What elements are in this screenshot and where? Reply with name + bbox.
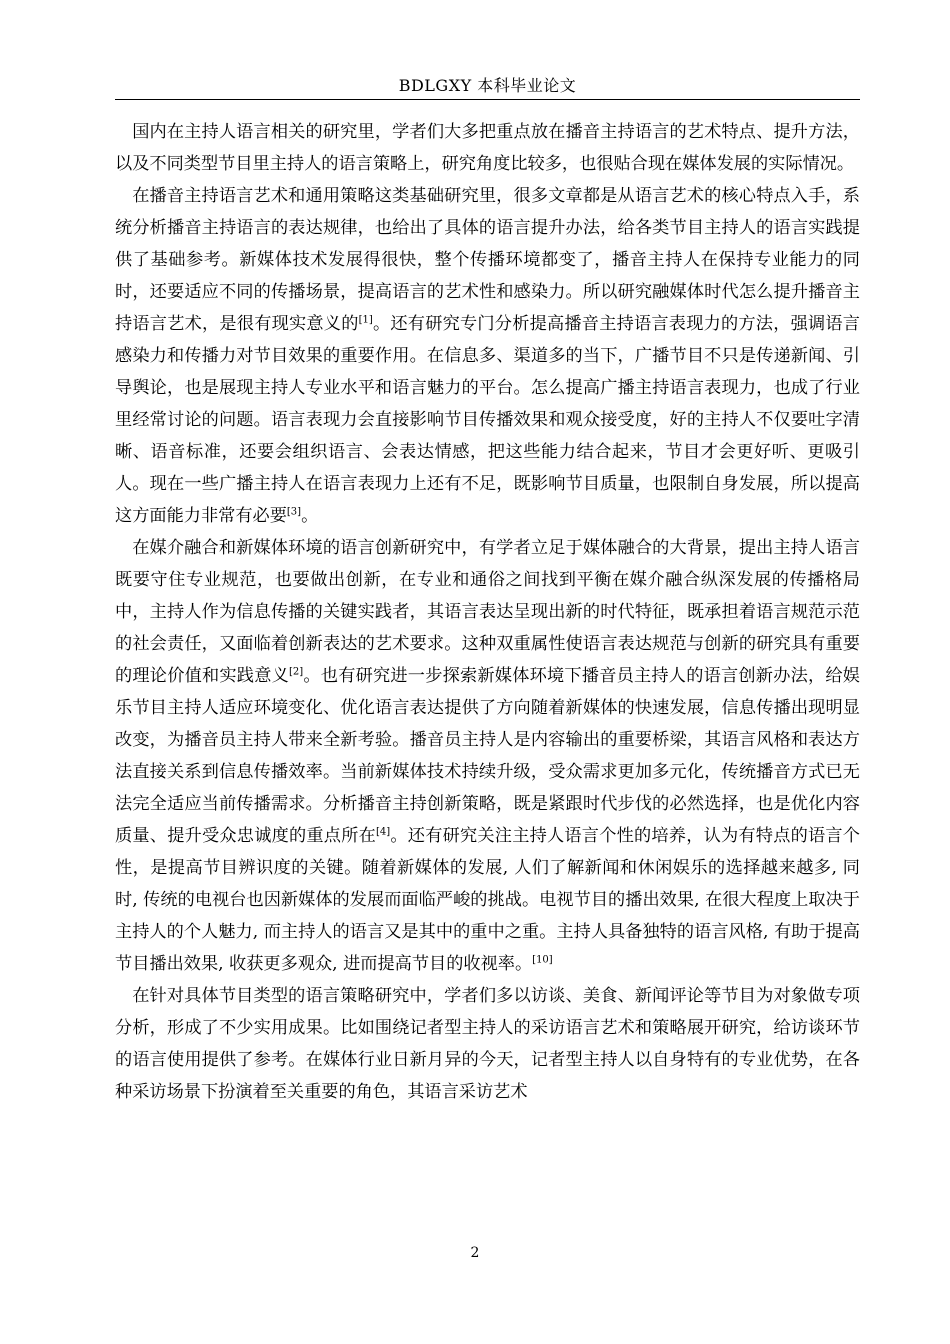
paragraph-text: 。还有研究关注主持人语言个性的培养，认为有特点的语言个性，是提高节目辨识度的关键。随着新媒体的发展, 人们了解新闻和休闲娱乐的选择越来越多, 同时, 传统的电视台也因新媒体的发展而面临严峻的挑战。电视节目的播出效果, 在很大程度上取决于主持人的个人魅力, 而主持人的语言又是其中的重中之重。主持人具备独特的语言风格, 有助于提高节目播出效果, 收获更多观众, 进而提高节目的收视率。 <box>115 826 860 974</box>
page-number: 2 <box>470 1245 480 1261</box>
paragraph <box>115 180 860 532</box>
paragraph-text: 。还有研究专门分析提高播音主持语言表现力的方法，强调语言感染力和传播力对节目效果的重要作用。在信息多、渠道多的当下，广播节目不只是传递新闻、引导舆论，也是展现主持人专业水平和语言魅力的平台。怎么提高广播主持语言表现力，也成了行业里经常讨论的问题。语言表现力会直接影响节目传播效果和观众接受度，好的主持人不仅要吐字清晰、语音标准，还要会组织语言、会表达情感，把这些能力结合起来，节目才会更好听、更吸引人。现在一些广播主持人在语言表现力上还有不足，既影响节目质量，也限制自身发展，所以提高这方面能力非常有必要 <box>115 314 860 526</box>
paragraph <box>115 980 860 1108</box>
citation-marker: [1] <box>358 314 373 326</box>
paragraph-text: 。 <box>301 506 319 526</box>
citation-marker: [2] <box>289 666 304 678</box>
header-rule <box>115 99 860 100</box>
citation-marker: [3] <box>286 506 302 518</box>
citation-marker: [10] <box>532 954 553 966</box>
body-text <box>115 116 860 1108</box>
paragraph-text: 国内在主持人语言相关的研究里，学者们大多把重点放在播音主持语言的艺术特点、提升方法，以及不同类型节目里主持人的语言策略上，研究角度比较多，也很贴合现在媒体发展的实际情况。 <box>115 122 860 174</box>
paragraph-text: 在针对具体节目类型的语言策略研究中，学者们多以访谈、美食、新闻评论等节目为对象做专项分析，形成了不少实用成果。比如围绕记者型主持人的采访语言艺术和策略展开研究，给访谈环节的语言使用提供了参考。在媒体行业日新月异的今天，记者型主持人以自身特有的专业优势，在各种采访场景下扮演着至关重要的角色，其语言采访艺术 <box>115 986 860 1102</box>
paragraph-text: 在媒介融合和新媒体环境的语言创新研究中，有学者立足于媒体融合的大背景，提出主持人语言既要守住专业规范，也要做出创新，在专业和通俗之间找到平衡在媒介融合纵深发展的传播格局中，主持人作为信息传播的关键实践者，其语言表达呈现出新的时代特征，既承担着语言规范示范的社会责任，又面临着创新表达的艺术要求。这种双重属性使语言表达规范与创新的研究具有重要的理论价值和实践意义 <box>115 538 860 686</box>
paragraph-text: 在播音主持语言艺术和通用策略这类基础研究里，很多文章都是从语言艺术的核心特点入手，系统分析播音主持语言的表达规律，也给出了具体的语言提升办法，给各类节目主持人的语言实践提供了基础参考。新媒体技术发展得很快，整个传播环境都变了，播音主持人在保持专业能力的同时，还要适应不同的传播场景，提高语言的艺术性和感染力。所以研究融媒体时代怎么提升播音主持语言艺术，是很有现实意义的 <box>115 186 860 334</box>
paragraph <box>115 116 860 180</box>
paragraph <box>115 532 860 980</box>
running-header: BDLGXY 本科毕业论文 <box>398 76 577 95</box>
citation-marker: [4] <box>376 826 391 838</box>
paragraph-text: 。也有研究进一步探索新媒体环境下播音员主持人的语言创新办法，给娱乐节目主持人适应环境变化、优化语言表达提供了方向随着新媒体的快速发展，信息传播出现明显改变，为播音员主持人带来全新考验。播音员主持人是内容输出的重要桥梁，其语言风格和表达方法直接关系到信息传播效率。当前新媒体技术持续升级，受众需求更加多元化，传统播音方式已无法完全适应当前传播需求。分析播音主持创新策略，既是紧跟时代步伐的必然选择，也是优化内容质量、提升受众忠诚度的重点所在 <box>115 666 860 846</box>
